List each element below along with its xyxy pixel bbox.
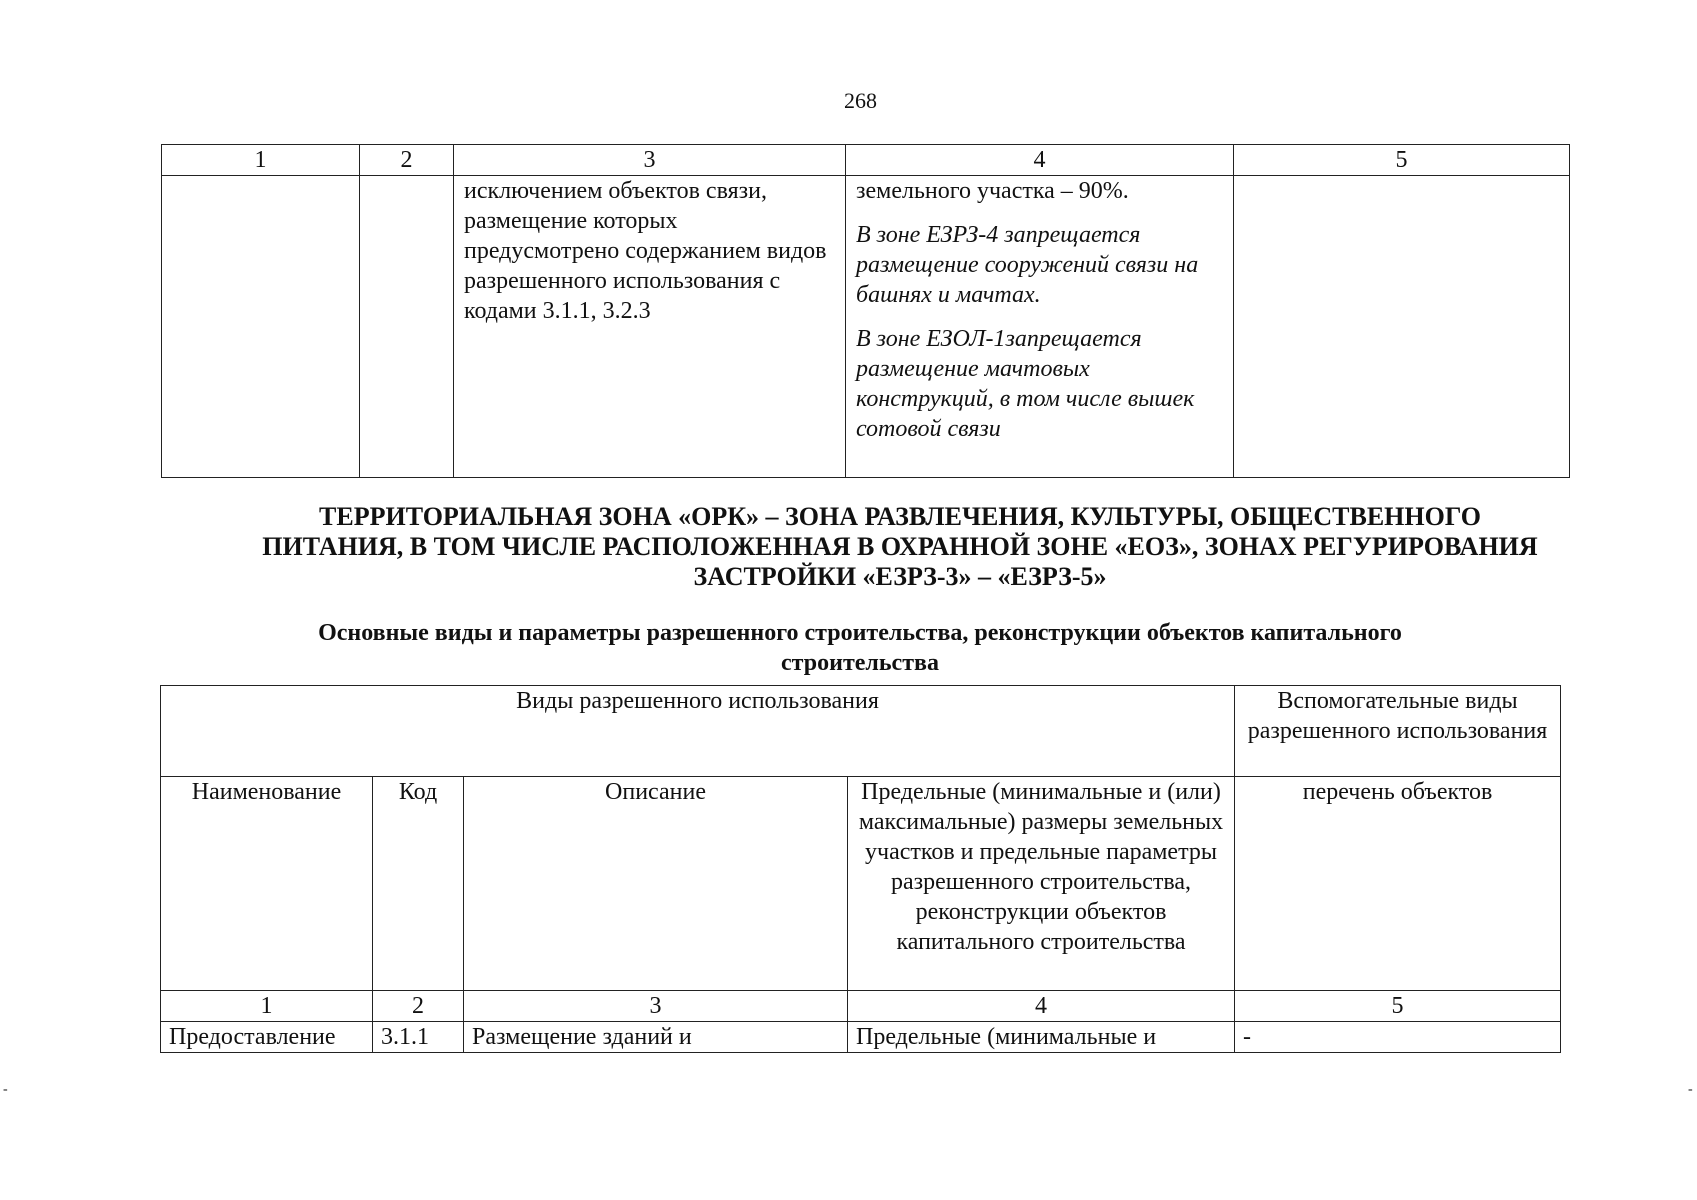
section-subtitle bbox=[200, 618, 1520, 678]
continuation-table bbox=[161, 144, 1570, 478]
section-subtitle-line: строительства bbox=[781, 650, 939, 676]
col-number-1: 1 bbox=[162, 145, 360, 176]
group-header-cell: Виды разрешенного использования bbox=[161, 686, 1235, 777]
restriction-ezol1: В зоне ЕЗОЛ-1запрещается размещение мачтовых конструкций, в том числе вышек сотовой связи bbox=[856, 326, 1195, 442]
header-objects-list: перечень объектов bbox=[1235, 777, 1561, 991]
cell-parameters: Предельные (минимальные и bbox=[848, 1022, 1235, 1053]
header-code: Код bbox=[373, 777, 464, 991]
permitted-use-table bbox=[160, 685, 1561, 1053]
aux-header-cell: Вспомогательные виды разрешенного использования bbox=[1235, 686, 1561, 777]
cell-name bbox=[162, 176, 360, 478]
zone-title-line: ЗАСТРОЙКИ «ЕЗРЗ-3» – «ЕЗРЗ-5» bbox=[693, 562, 1107, 591]
parameters-text: земельного участка – 90%. bbox=[856, 178, 1129, 204]
cell-auxiliary bbox=[1234, 176, 1570, 478]
header-name: Наименование bbox=[161, 777, 373, 991]
col-number-3: 3 bbox=[454, 145, 846, 176]
group-header-row bbox=[161, 686, 1561, 777]
col-number-4: 4 bbox=[848, 991, 1235, 1022]
col-number-3: 3 bbox=[464, 991, 848, 1022]
table-row bbox=[161, 1022, 1561, 1053]
col-number-4: 4 bbox=[846, 145, 1234, 176]
column-header-row bbox=[161, 777, 1561, 991]
page-number: 268 bbox=[844, 88, 877, 113]
cell-parameters bbox=[846, 176, 1234, 478]
cell-auxiliary: - bbox=[1235, 1022, 1561, 1053]
zone-title-line: ТЕРРИТОРИАЛЬНАЯ ЗОНА «ОРК» – ЗОНА РАЗВЛЕЧЕНИЯ, КУЛЬТУРЫ, ОБЩЕСТВЕННОГО bbox=[319, 502, 1481, 531]
cell-description: Размещение зданий и bbox=[464, 1022, 848, 1053]
cell-code: 3.1.1 bbox=[373, 1022, 464, 1053]
header-description: Описание bbox=[464, 777, 848, 991]
cell-description: исключением объектов связи, размещение которых предусмотрено содержанием видов разрешенного использования с кодами 3.1.1, 3.2.3 bbox=[454, 176, 846, 478]
col-number-2: 2 bbox=[373, 991, 464, 1022]
col-number-1: 1 bbox=[161, 991, 373, 1022]
zone-title-line: ПИТАНИЯ, В ТОМ ЧИСЛЕ РАСПОЛОЖЕННАЯ В ОХРАННОЙ ЗОНЕ «ЕОЗ», ЗОНАХ РЕГУРИРОВАНИЯ bbox=[262, 532, 1538, 561]
col-number-5: 5 bbox=[1235, 991, 1561, 1022]
restriction-ezrz4: В зоне ЕЗРЗ-4 запрещается размещение сооружений связи на башнях и мачтах. bbox=[856, 222, 1199, 308]
edge-dash-left: - bbox=[3, 1082, 8, 1097]
col-number-5: 5 bbox=[1234, 145, 1570, 176]
column-number-row bbox=[161, 991, 1561, 1022]
cell-name: Предоставление bbox=[161, 1022, 373, 1053]
cell-code bbox=[360, 176, 454, 478]
table-row bbox=[162, 176, 1570, 478]
section-subtitle-line: Основные виды и параметры разрешенного строительства, реконструкции объектов капитального bbox=[318, 620, 1402, 646]
header-parameters: Предельные (минимальные и (или) максимальные) размеры земельных участков и предельные параметры разрешенного строительства, реконструкции объектов капитального строительства bbox=[848, 777, 1235, 991]
col-number-2: 2 bbox=[360, 145, 454, 176]
zone-title bbox=[200, 502, 1600, 592]
edge-dash-right: - bbox=[1688, 1082, 1693, 1097]
column-number-row bbox=[162, 145, 1570, 176]
